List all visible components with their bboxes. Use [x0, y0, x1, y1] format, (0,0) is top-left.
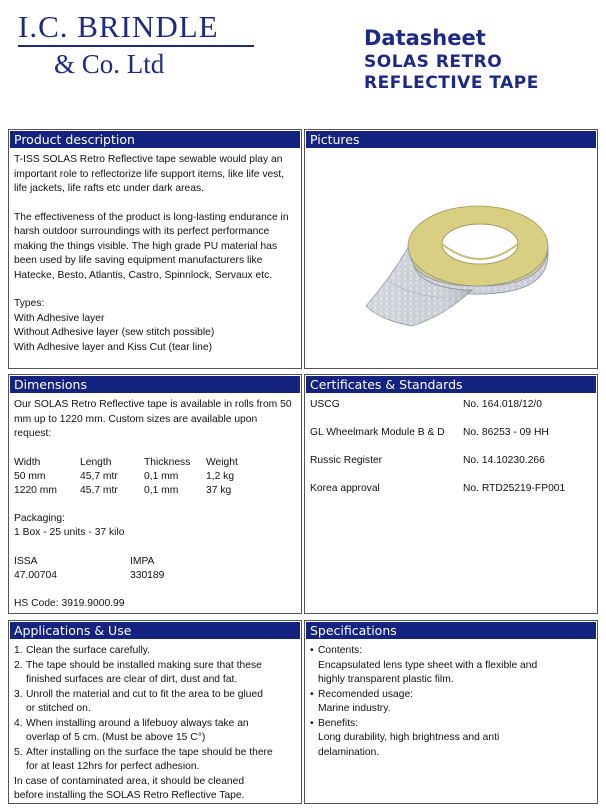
step-number: 5.: [14, 746, 23, 758]
issa-value: 47.00704: [14, 569, 57, 581]
spec-text: Marine industry.: [318, 703, 391, 714]
certificate-row: [310, 482, 592, 510]
step-text: finished surfaces are clear of dirt, dust and fat.: [26, 674, 238, 685]
section-heading: Product description: [10, 131, 300, 148]
table-row: [14, 484, 266, 498]
types-label: Types:: [14, 298, 45, 309]
datasheet-label: Datasheet: [364, 26, 486, 50]
step-text: for at least 12hrs for perfect adhesion.: [26, 761, 200, 772]
bullet-icon: •: [310, 645, 314, 656]
section-heading: Applications & Use: [10, 622, 300, 639]
product-description-section: [8, 129, 302, 369]
certificates-section: [304, 374, 598, 614]
column-header: Weight: [206, 456, 238, 468]
list-item: [14, 644, 296, 659]
step-text: or stitched on.: [26, 703, 91, 714]
specifications-section: [304, 620, 598, 804]
certificate-name: Russic Register: [310, 455, 383, 466]
section-heading: Pictures: [306, 131, 596, 148]
step-text: Clean the surface carefully.: [26, 645, 151, 656]
step-text: Unroll the material and cut to fit the area to be glued: [26, 688, 263, 700]
spec-text: Long durability, high brightness and anti: [318, 732, 500, 743]
step-number: 1.: [14, 645, 23, 656]
impa-label: IMPA: [130, 555, 155, 567]
list-item: [310, 688, 592, 717]
certificate-number: No. 164.018/12/0: [463, 399, 543, 410]
applications-section: [8, 620, 302, 804]
impa-value: 330189: [130, 569, 165, 581]
certificate-row: [310, 454, 592, 482]
table-cell: 45,7 mtr: [80, 470, 118, 482]
step-text: overlap of 5 cm. (Must be above 15 C°): [26, 732, 206, 743]
table-cell: 1,2 kg: [206, 470, 235, 482]
document-title: [364, 24, 539, 94]
codes-table: [14, 555, 164, 583]
spec-text: Encapsulated lens type sheet with a flexible and: [318, 659, 538, 671]
section-heading: Certificates & Standards: [306, 376, 596, 393]
product-title-line1: SOLAS RETRO: [364, 52, 503, 72]
reflective-tape-roll-image: [360, 186, 552, 334]
table-header-row: [14, 456, 266, 470]
table-cell: 37 kg: [206, 484, 232, 496]
step-number: 3.: [14, 688, 23, 700]
list-item: [310, 644, 592, 688]
table-cell: 0,1 mm: [144, 484, 179, 496]
certificate-number: No. 86253 - 09 HH: [463, 427, 549, 438]
section-heading: Dimensions: [10, 376, 300, 393]
table-cell: 45,7 mtr: [80, 484, 118, 496]
step-text: After installing on the surface the tape should be there: [26, 746, 273, 758]
spec-label: Benefits:: [318, 717, 359, 729]
hs-code: HS Code: 3919.9000.99: [14, 597, 125, 609]
certificate-row: [310, 398, 592, 426]
column-header: Width: [14, 456, 41, 468]
type-item: With Adhesive layer and Kiss Cut (tear line): [14, 341, 213, 353]
application-note: In case of contaminated area, it should be cleaned: [14, 775, 245, 787]
company-logo: [18, 9, 258, 79]
packaging-label: Packaging:: [14, 512, 65, 524]
logo-name: I.C. BRINDLE: [18, 9, 219, 44]
column-header: Length: [80, 456, 112, 468]
packaging-value: 1 Box - 25 units - 37 kilo: [14, 527, 125, 538]
logo-rule: [18, 45, 254, 47]
dimensions-table: [14, 456, 266, 498]
bullet-icon: •: [310, 717, 314, 729]
certificate-number: No. RTD25219-FP001: [463, 483, 566, 494]
certificate-name: USCG: [310, 399, 340, 410]
product-title-line2: REFLECTIVE TAPE: [364, 73, 539, 93]
dimensions-section: [8, 374, 302, 614]
application-note: before installing the SOLAS Retro Reflective Tape.: [14, 790, 245, 801]
section-heading: Specifications: [306, 622, 596, 639]
application-steps: [14, 644, 296, 775]
bullet-icon: •: [310, 688, 314, 700]
description-paragraph: The effectiveness of the product is long-lasting endurance in harsh outdoor surroundings with its perfect performance making the things visible. The high grade PU material has been used by life saving equipment manufacturers like Hatecke, Besto, Atlantis, Castro, Spinnlock, Servaux etc.: [14, 211, 289, 281]
specifications-list: [310, 644, 592, 760]
spec-label: Recomended usage:: [318, 688, 414, 700]
list-item: [14, 688, 296, 717]
certificate-name: GL Wheelmark Module B & D: [310, 427, 445, 438]
table-cell: 1220 mm: [14, 484, 57, 496]
dimensions-intro: Our SOLAS Retro Reflective tape is available in rolls from 50 mm up to 1220 mm. Custom sizes are available upon request:: [14, 399, 292, 439]
table-row: [14, 470, 266, 484]
type-item: With Adhesive layer: [14, 312, 105, 324]
description-paragraph: T-ISS SOLAS Retro Reflective tape sewable would play an important role to reflectorize life support items, like life vest, life jackets, life rafts etc under dark areas.: [14, 154, 285, 194]
certificate-row: [310, 426, 592, 454]
issa-label: ISSA: [14, 555, 38, 567]
certificate-number: No. 14.10230.266: [463, 455, 545, 466]
list-item: [310, 717, 592, 761]
spec-text: highly transparent plastic film.: [318, 674, 454, 685]
logo-suffix: & Co. Ltd: [54, 49, 165, 79]
spec-text: delamination.: [318, 746, 380, 758]
column-header: Thickness: [144, 456, 191, 468]
step-number: 2.: [14, 659, 23, 671]
step-number: 4.: [14, 717, 23, 729]
list-item: [14, 717, 296, 746]
list-item: [14, 659, 296, 688]
type-item: Without Adhesive layer (sew stitch possible): [14, 327, 215, 338]
spec-label: Contents:: [318, 645, 363, 656]
table-cell: 0,1 mm: [144, 470, 179, 482]
list-item: [14, 746, 296, 775]
certificate-name: Korea approval: [310, 483, 380, 494]
step-text: When installing around a lifebuoy always take an: [26, 717, 249, 729]
table-cell: 50 mm: [14, 470, 46, 482]
step-text: The tape should be installed making sure that these: [26, 659, 262, 671]
